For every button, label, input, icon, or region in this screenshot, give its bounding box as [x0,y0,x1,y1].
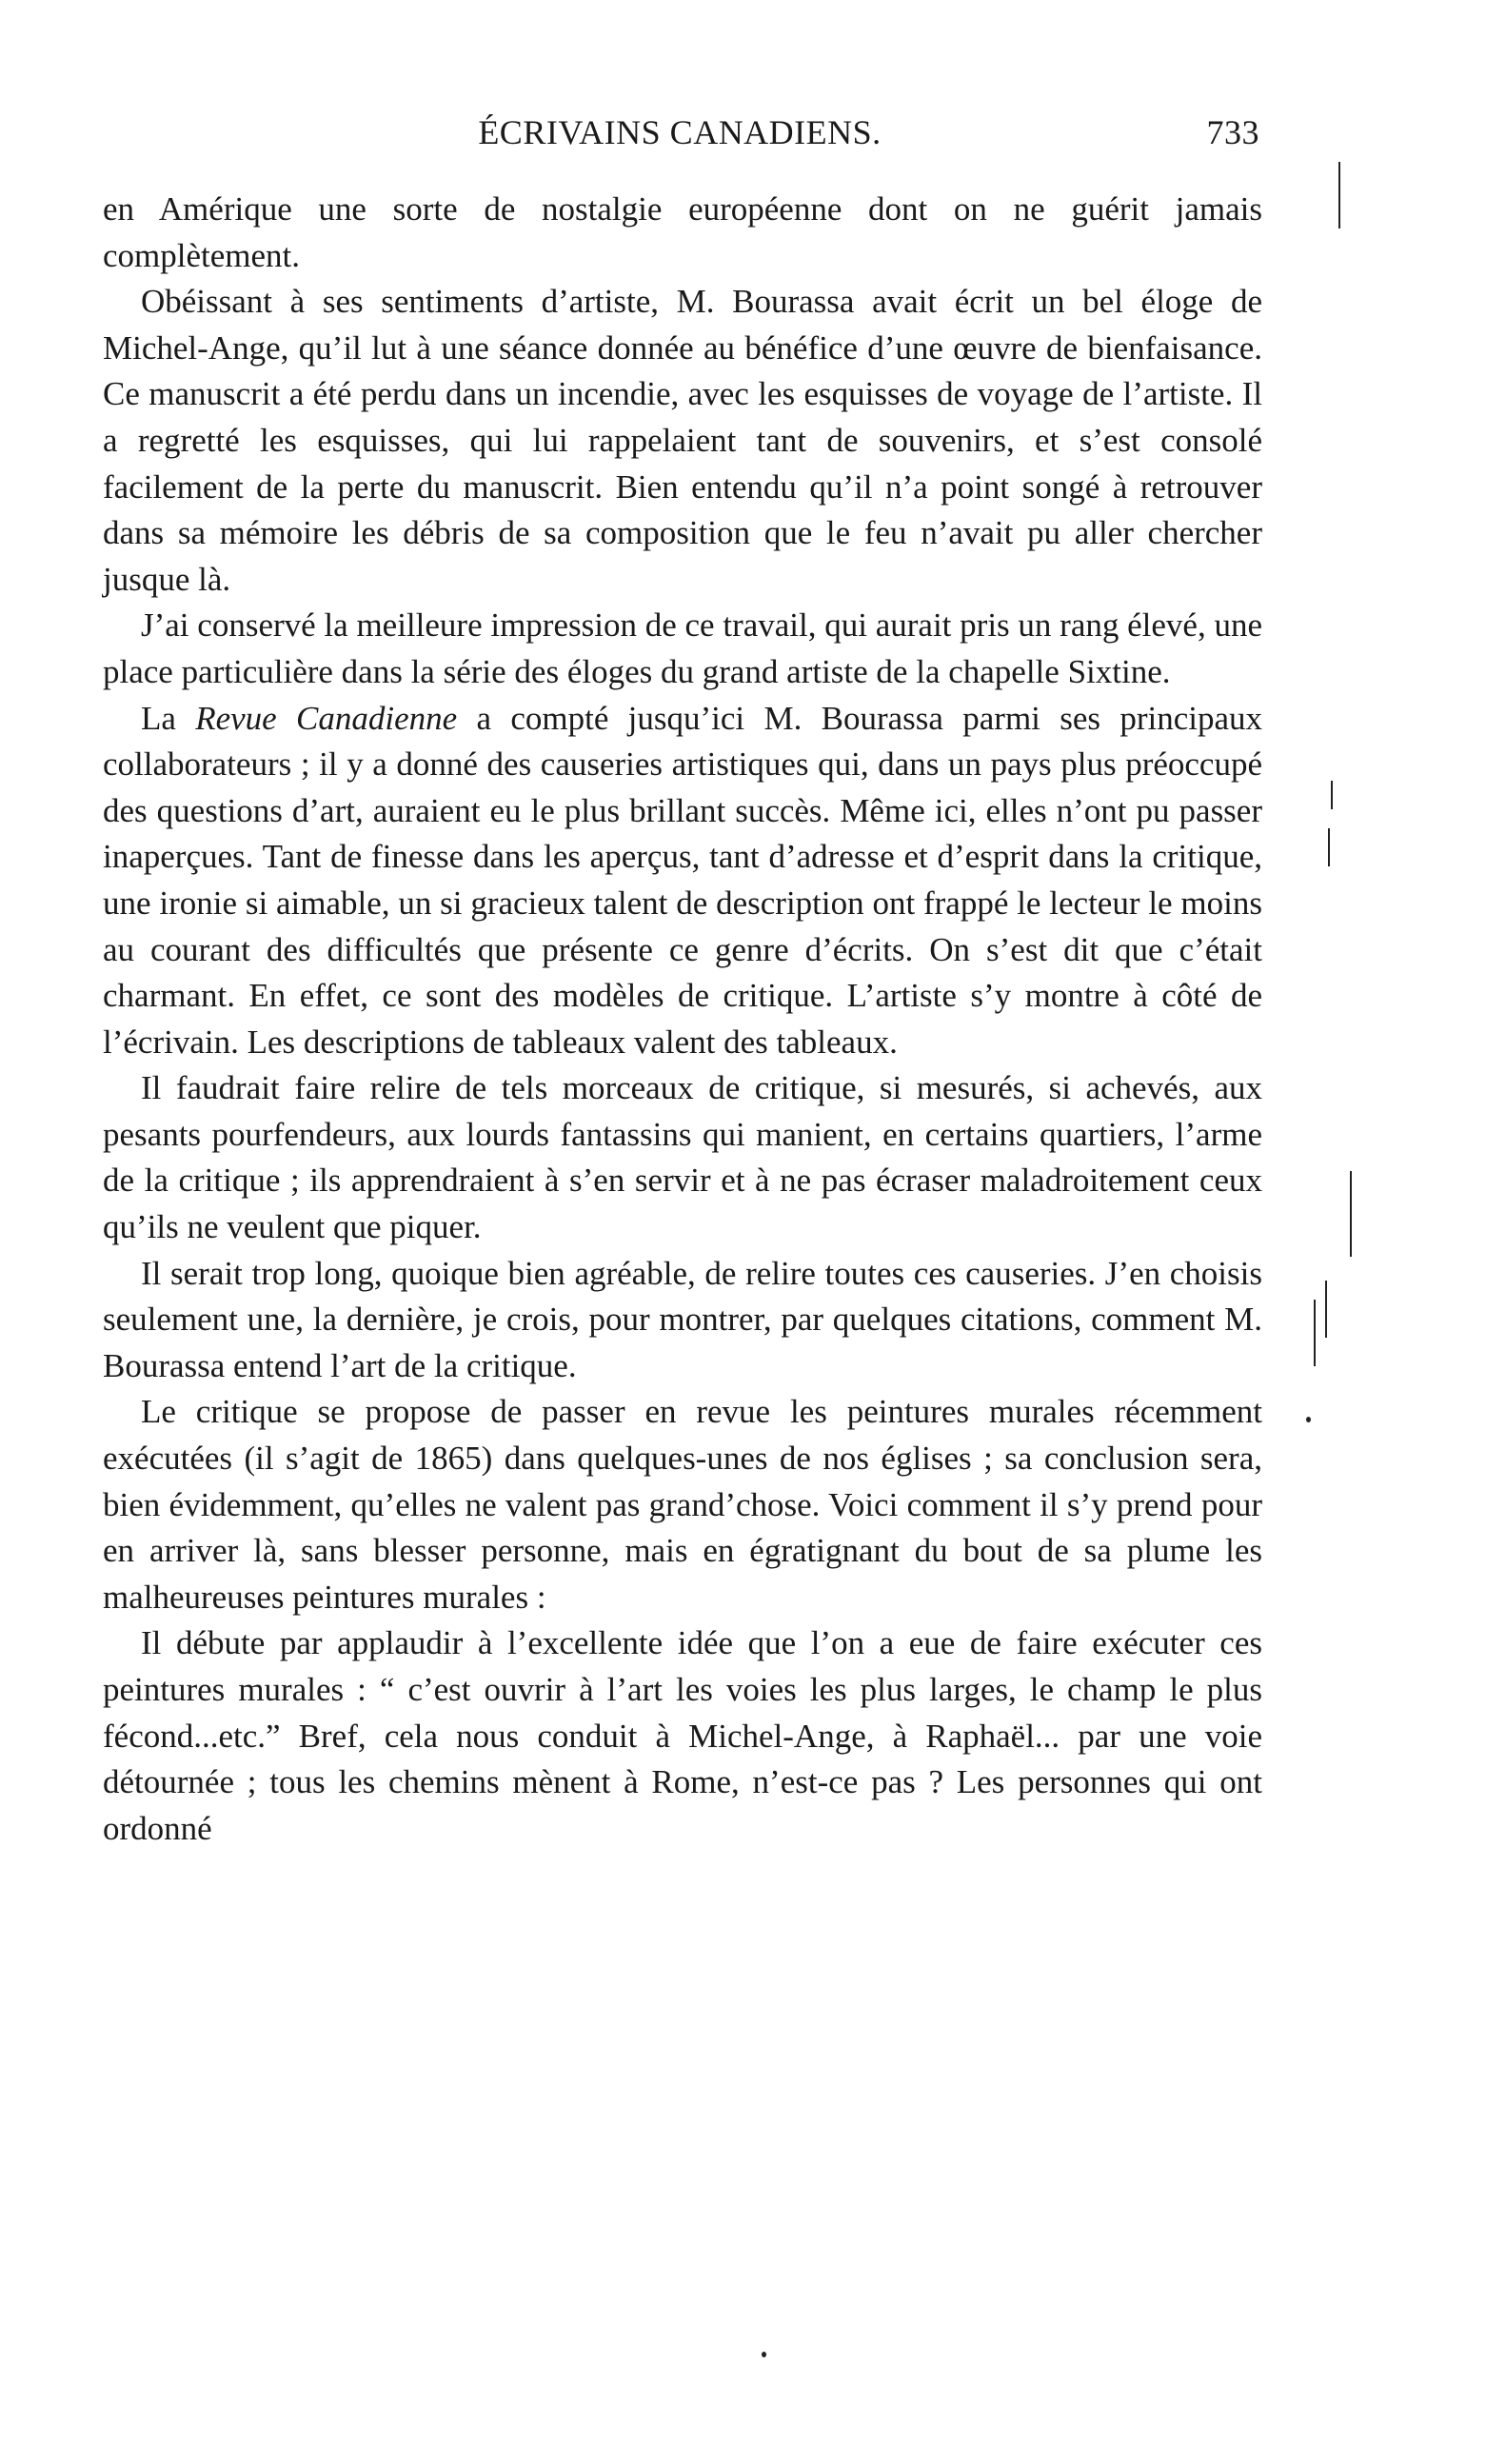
body-text [103,187,1262,1852]
margin-mark [1350,1171,1352,1257]
stray-mark [762,2352,766,2357]
margin-mark [1325,1281,1327,1338]
margin-mark [1331,781,1333,809]
margin-mark [1328,828,1330,866]
paragraph-4-rest: a compté jusqu’ici M. Bourassa parmi ses principaux collaborateurs ; il y a donné des causeries artistiques qui, dans un pays plus préoccupé des questions d’art, auraient eu le plus brillant succès. Même ici, elles n’ont pu passer inaperçues. Tant de finesse dans les aperçus, tant d’adresse et d’esprit dans la critique, une ironie si aimable, un si gracieux talent de description ont frappé le lecteur le moins au courant des difficultés que présente ce genre d’écrits. On s’est dit que c’était charmant. En effet, ce sont des modèles de critique. L’artiste s’y montre à côté de l’écrivain. Les descriptions de tableaux valent des tableaux. [103,699,1262,1061]
journal-title: Revue Canadienne [195,699,458,737]
paragraph-7: Le critique se propose de passer en revue les peintures murales récemment exécutées (il s’agit de 1865) dans quelques-unes de nos églises ; sa conclusion sera, bien évidemment, qu’elles ne valent pas grand’chose. Voici comment il s’y prend pour en arriver là, sans blesser personne, mais en égratignant du bout de sa plume les malheureuses peintures murales : [103,1393,1262,1616]
margin-mark [1338,162,1340,229]
paragraph-3: J’ai conservé la meilleure impression de ce travail, qui aurait pris un rang élevé, une place particulière dans la série des éloges du grand artiste de la chapelle Sixtine. [103,606,1262,690]
running-header [100,112,1259,169]
paragraph-4-lead: La [141,699,196,737]
paragraph-6: Il serait trop long, quoique bien agréable, de relire toutes ces causeries. J’en choisis seulement une, la dernière, je crois, pour montrer, par quelques citations, comment M. Bourassa entend l’art de la critique. [103,1254,1262,1384]
page-number: 733 [1206,113,1259,151]
margin-mark [1306,1417,1311,1422]
running-title: ÉCRIVAINS CANADIENS. [478,113,882,151]
margin-mark [1314,1300,1316,1366]
paragraph-2: Obéissant à ses sentiments d’artiste, M. Bourassa avait écrit un bel éloge de Michel-Ange, qu’il lut à une séance donnée au bénéfice d’une œuvre de bienfaisance. Ce manuscrit a été perdu dans un incendie, avec les esquisses de voyage de l’artiste. Il a regretté les esquisses, qui lui rappelaient tant de souvenirs, et s’est consolé facilement de la perte du manuscrit. Bien entendu qu’il n’a point songé à retrouver dans sa mémoire les débris de sa composition que le feu n’avait pu aller chercher jusque là. [103,283,1262,598]
paragraph-4 [103,696,1262,1066]
paragraph-1: en Amérique une sorte de nostalgie européenne dont on ne guérit jamais complètement. [103,190,1262,274]
paragraph-5: Il faudrait faire relire de tels morceaux de critique, si mesurés, si achevés, aux pesants pourfendeurs, aux lourds fantassins qui manient, en certains quartiers, l’arme de la critique ; ils apprendraient à s’en servir et à ne pas écraser maladroitement ceux qu’ils ne veulent que piquer. [103,1069,1262,1246]
paragraph-8: Il débute par applaudir à l’excellente idée que l’on a eue de faire exécuter ces peintures murales : “ c’est ouvrir à l’art les voies les plus larges, le champ le plus fécond...etc.” Bref, cela nous conduit à Michel-Ange, à Raphaël... par une voie détournée ; tous les chemins mènent à Rome, n’est-ce pas ? Les personnes qui ont ordonné [103,1624,1262,1847]
